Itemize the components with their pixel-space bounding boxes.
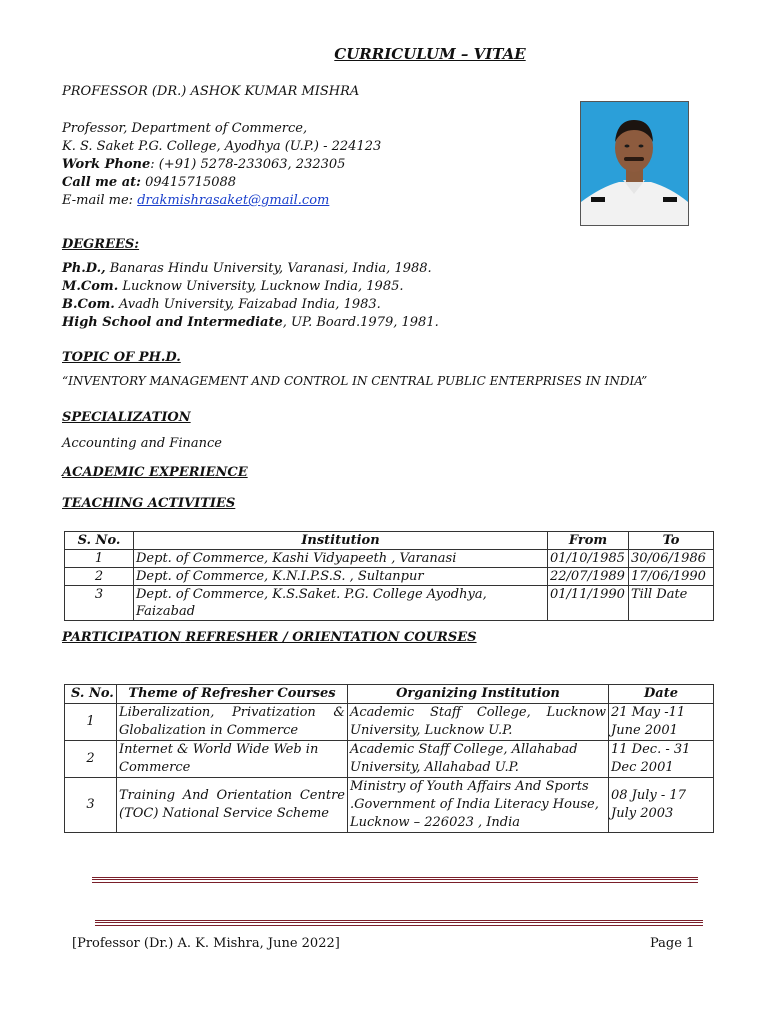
- degree-mcom: M.Com. Lucknow University, Lucknow India, 1985.: [62, 279, 404, 294]
- email-label: E-mail me:: [62, 193, 138, 208]
- col-theme: Theme of Refresher Courses: [117, 685, 348, 704]
- degree-phd: Ph.D., Banaras Hindu University, Varanasi, India, 1988.: [62, 261, 432, 276]
- table-row: 1 Liberalization, Privatization & Globalization in Commerce Academic Staff College, Lucknow University, Lucknow U.P. 21 May -11 June 2001: [65, 704, 714, 741]
- col-to: To: [629, 532, 714, 550]
- col-date: Date: [609, 685, 714, 704]
- topic-heading: TOPIC OF PH.D.: [62, 350, 181, 365]
- col-from: From: [548, 532, 629, 550]
- table-row: 2 Internet & World Wide Web in Commerce Academic Staff College, Allahabad University, Allahabad U.P. 11 Dec. - 31 Dec 2001: [65, 741, 714, 778]
- table-row: 2 Dept. of Commerce, K.N.I.P.S.S. , Sultanpur 22/07/1989 17/06/1990: [65, 568, 714, 586]
- page-number: Page 1: [650, 936, 695, 951]
- participation-heading: PARTICIPATION REFRESHER / ORIENTATION COURSES: [62, 630, 477, 645]
- courses-table: [64, 684, 714, 833]
- email-line: [62, 192, 381, 210]
- table-row: 3 Dept. of Commerce, K.S.Saket. P.G. College Ayodhya, Faizabad 01/11/1990 Till Date: [65, 586, 714, 621]
- document-title: CURRICULUM – VITAE: [334, 45, 526, 63]
- degrees-list: [62, 260, 439, 332]
- col-sno: S. No.: [65, 685, 117, 704]
- col-sno: S. No.: [65, 532, 134, 550]
- academic-heading: ACADEMIC EXPERIENCE: [62, 465, 248, 480]
- degree-school: High School and Intermediate, UP. Board.1979, 1981.: [62, 315, 439, 330]
- footer-author: [Professor (Dr.) A. K. Mishra, June 2022]: [72, 936, 340, 951]
- courses-header-row: [65, 685, 714, 704]
- table-row: 1 Dept. of Commerce, Kashi Vidyapeeth , Varanasi 01/10/1985 30/06/1986: [65, 550, 714, 568]
- specialization-text: Accounting and Finance: [62, 436, 222, 451]
- col-institution: Institution: [134, 532, 548, 550]
- topic-text: “INVENTORY MANAGEMENT AND CONTROL IN CENTRAL PUBLIC ENTERPRISES IN INDIA”: [62, 374, 648, 388]
- profile-photo: [580, 101, 689, 226]
- contact-block: [62, 120, 381, 210]
- work-phone-label: Work Phone: [62, 157, 151, 172]
- email-link[interactable]: drakmishrasaket@gmail.com: [137, 193, 330, 208]
- call-value: 09415715088: [140, 175, 237, 190]
- teaching-header-row: [65, 532, 714, 550]
- call-label: Call me at:: [62, 175, 141, 190]
- person-name: PROFESSOR (DR.) ASHOK KUMAR MISHRA: [62, 84, 360, 99]
- footer-rule-top: [92, 877, 698, 883]
- teaching-heading: TEACHING ACTIVITIES: [62, 496, 236, 511]
- footer-rule-bottom: [95, 920, 703, 926]
- specialization-heading: SPECIALIZATION: [62, 410, 191, 425]
- col-organizer: Organizing Institution: [348, 685, 609, 704]
- college-address: K. S. Saket P.G. College, Ayodhya (U.P.) - 224123: [62, 139, 382, 154]
- designation: Professor, Department of Commerce,: [62, 121, 308, 136]
- table-row: 3 Training And Orientation Centre (TOC) National Service Scheme Ministry of Youth Affairs And Sports .Government of India Literacy House, Lucknow – 226023 , India 08 July - 17 July 2003: [65, 778, 714, 833]
- degrees-heading: DEGREES:: [62, 237, 140, 252]
- degree-bcom: B.Com. Avadh University, Faizabad India, 1983.: [62, 297, 381, 312]
- teaching-table: [64, 531, 714, 621]
- work-phone-value: : (+91) 5278-233063, 232305: [150, 157, 346, 172]
- work-phone-line: [62, 156, 381, 174]
- call-line: [62, 174, 381, 192]
